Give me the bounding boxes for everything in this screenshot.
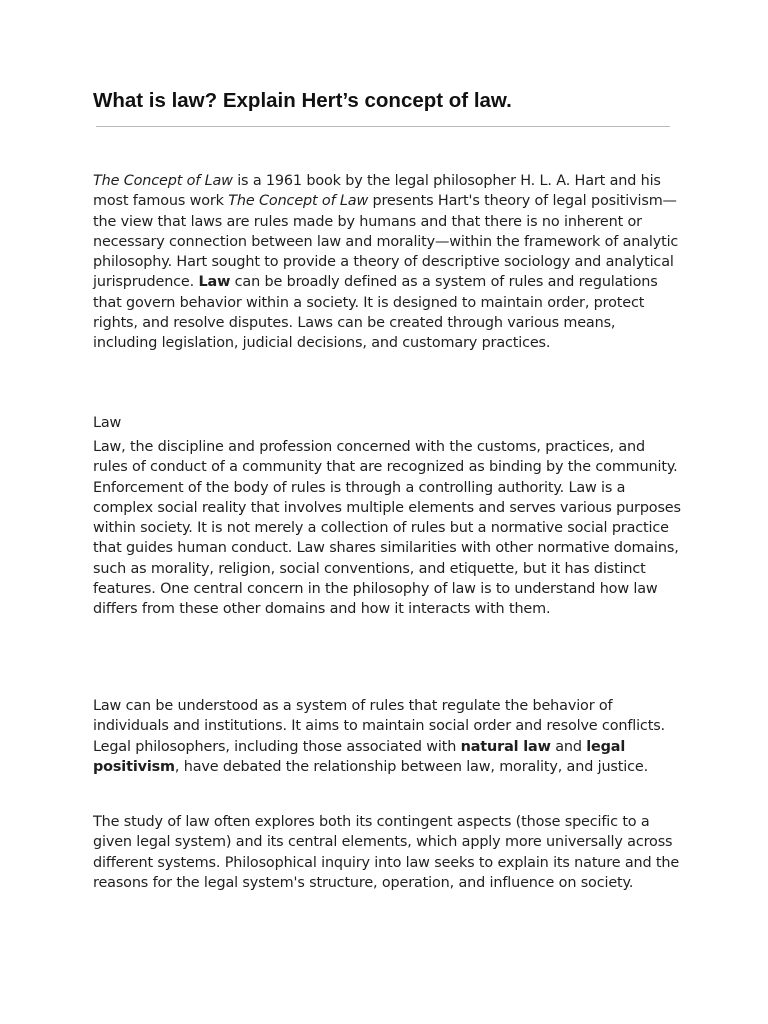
intro-paragraph [93,171,683,354]
study-of-law-paragraph: The study of law often explores both its contingent aspects (those specific to a given legal system) and its central elements, which apply more universally across different systems. Philosophical inquiry into law seeks to explain its nature and the reasons for the legal system's structure, operation, and influence on society. [93,814,680,891]
title-divider [96,126,670,127]
law-definition-paragraph: Law, the discipline and profession concerned with the customs, practices, and rules of conduct of a community that are recognized as binding by the community. Enforcement of the body of rules is through a controlling authority. Law is a complex social reality that involves multiple elements and serves various purposes within society. It is not merely a collection of rules but a normative social practice that guides human conduct. Law shares similarities with other normative domains, such as morality, religion, social conventions, and etiquette, but it has distinct features. One central concern in the philosophy of law is to understand how law differs from these other domains and how it interacts with them. [93,439,681,618]
p3-text-2: and [550,738,587,755]
term-natural-law: natural law [460,738,551,755]
intro-text-1: is a 1961 book by the legal philosopher H. L. A. Hart and his most famous work [93,173,661,210]
intro-text-3: can be broadly defined as a system of rules and regulations that govern behavior within a society. It is designed to maintain order, protect rights, and resolve disputes. Laws can be created through various means, including legislation, judicial decisions, and customary practices. [93,274,658,352]
term-law: Law [198,274,231,291]
intro-text-2: presents Hart's theory of legal positivism—the view that laws are rules made by humans and that there is no inherent or necessary connection between law and morality—within the framework of analytic philosophy. Hart sought to provide a theory of descriptive sociology and analytical jurisprudence. [93,193,679,291]
book-title: The Concept of Law [93,173,233,189]
term-legal-positivism: legal positivism [93,738,626,775]
p3-text-3: , have debated the relationship between law, morality, and justice. [174,758,649,775]
law-system-paragraph [93,696,683,777]
p3-text-1: Law can be understood as a system of rules that regulate the behavior of individuals and institutions. It aims to maintain social order and resolve conflicts. Legal philosophers, including those associated with [93,698,665,755]
book-title-2: The Concept of Law [228,193,369,210]
document-title: What is law? Explain Hert’s concept of law. [93,89,512,112]
section-heading-law: Law [93,415,122,431]
